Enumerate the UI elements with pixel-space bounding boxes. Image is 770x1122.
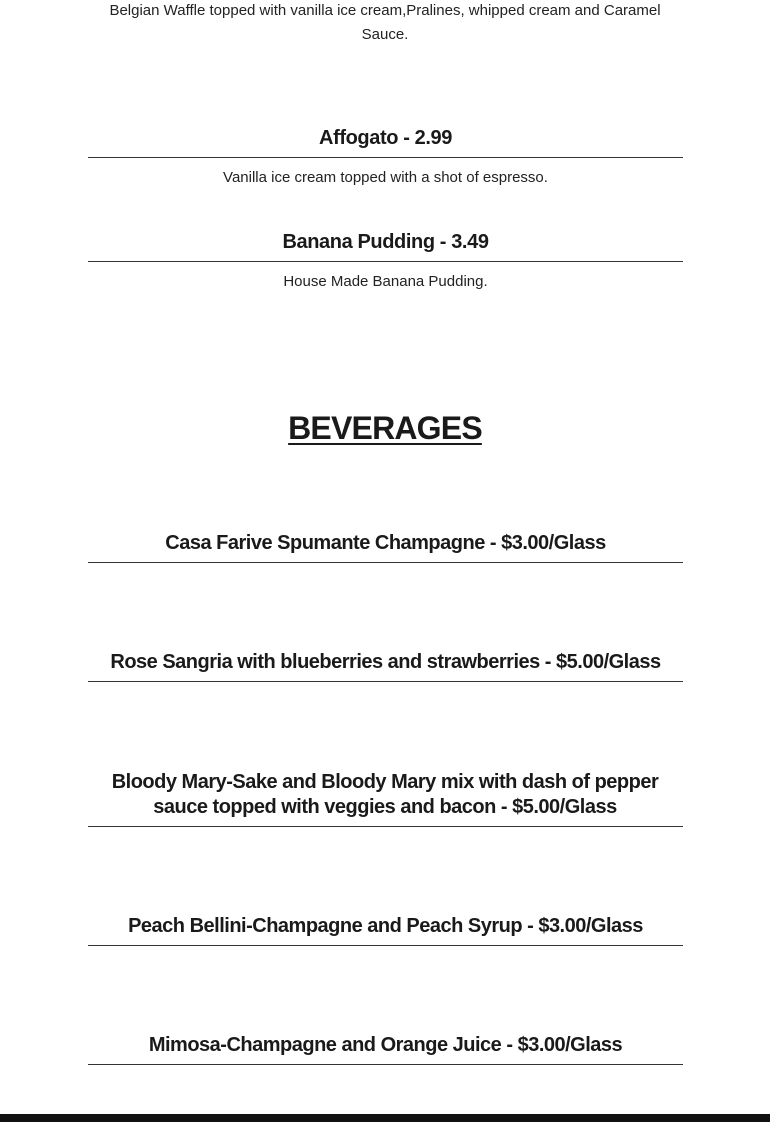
menu-item-affogato (88, 126, 683, 190)
beverage-item-title: Peach Bellini-Champagne and Peach Syrup - $3.00/Glass (88, 914, 683, 946)
beverage-item-title: Mimosa-Champagne and Orange Juice - $3.00/Glass (88, 1033, 683, 1065)
menu-item-description: Belgian Waffle topped with vanilla ice cream,Pralines, whipped cream and Caramel Sauce. (109, 2, 661, 43)
beverage-item-title: Rose Sangria with blueberries and strawberries - $5.00/Glass (88, 650, 683, 682)
menu-item-waffle (95, 0, 675, 47)
menu-item-description: Vanilla ice cream topped with a shot of espresso. (223, 169, 548, 186)
beverage-item-title: Bloody Mary-Sake and Bloody Mary mix with dash of pepper sauce topped with veggies and bacon - $5.00/Glass (88, 770, 683, 827)
section-heading-text: BEVERAGES (288, 410, 482, 446)
menu-item-title: Affogato - 2.99 (88, 126, 683, 158)
beverage-item-champagne (88, 531, 683, 563)
footer-bar (0, 1114, 770, 1122)
menu-item-description: House Made Banana Pudding. (283, 273, 488, 290)
beverage-item-bloody-mary (100, 770, 670, 827)
menu-item-banana-pudding (88, 230, 683, 294)
beverage-item-mimosa (88, 1033, 683, 1065)
menu-item-title: Banana Pudding - 3.49 (88, 230, 683, 262)
beverage-item-rose-sangria (88, 650, 683, 682)
beverage-item-title: Casa Farive Spumante Champagne - $3.00/Glass (88, 531, 683, 563)
section-heading-beverages (0, 410, 770, 447)
beverage-item-peach-bellini (88, 914, 683, 946)
